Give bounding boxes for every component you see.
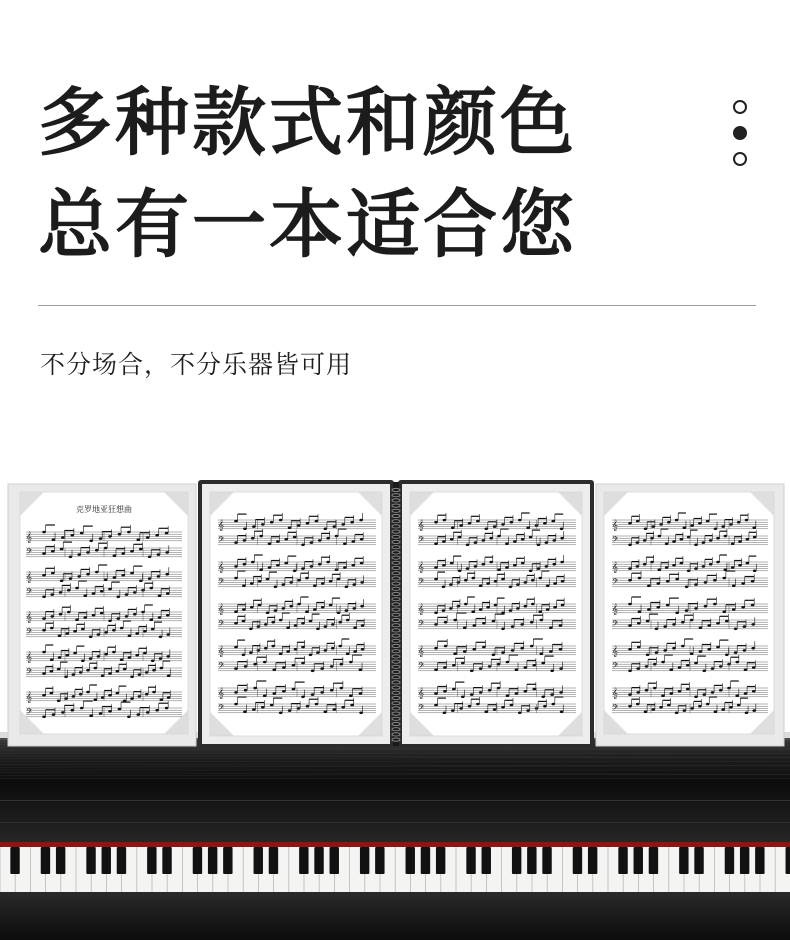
svg-text:𝄞: 𝄞 [418,646,424,657]
key-felt-strip [0,842,790,847]
svg-text:𝄢: 𝄢 [26,548,33,559]
svg-text:𝄞: 𝄞 [218,520,224,531]
svg-text:𝄢: 𝄢 [612,704,619,715]
svg-text:𝄢: 𝄢 [612,620,619,631]
piano-keyboard [0,847,790,892]
piano-fallboard [0,780,790,842]
svg-text:𝄞: 𝄞 [612,688,618,699]
product-photo [0,470,790,940]
svg-text:𝄞: 𝄞 [26,572,32,583]
svg-text:𝄞: 𝄞 [26,652,32,663]
headline-line-1: 多种款式和颜色 [38,80,577,166]
svg-text:𝄢: 𝄢 [26,588,33,599]
svg-text:𝄢: 𝄢 [612,578,619,589]
svg-text:𝄞: 𝄞 [26,692,32,703]
svg-text:𝄢: 𝄢 [418,662,425,673]
svg-text:𝄢: 𝄢 [218,578,225,589]
svg-text:𝄞: 𝄞 [418,562,424,573]
subtitle: 不分场合，不分乐器皆可用 [40,350,353,379]
music-folder [8,480,784,748]
svg-text:𝄞: 𝄞 [218,688,224,699]
svg-text:𝄢: 𝄢 [218,704,225,715]
svg-text:𝄞: 𝄞 [612,562,618,573]
svg-text:𝄢: 𝄢 [218,620,225,631]
pagination-dots [733,100,751,178]
pagination-dot-1[interactable] [733,100,747,114]
music-folder-on-piano-image [0,470,790,940]
svg-text:𝄞: 𝄞 [26,612,32,623]
svg-text:𝄢: 𝄢 [218,536,225,547]
svg-text:𝄞: 𝄞 [218,604,224,615]
svg-text:𝄢: 𝄢 [612,536,619,547]
svg-text:𝄢: 𝄢 [418,578,425,589]
pagination-dot-3[interactable] [733,152,747,166]
svg-text:𝄞: 𝄞 [418,688,424,699]
svg-text:𝄞: 𝄞 [612,520,618,531]
pagination-dot-2-active[interactable] [733,126,747,140]
svg-text:𝄢: 𝄢 [418,536,425,547]
svg-text:𝄞: 𝄞 [612,604,618,615]
svg-text:𝄢: 𝄢 [26,628,33,639]
spiral-binding [392,482,400,746]
svg-text:𝄢: 𝄢 [418,704,425,715]
svg-text:𝄢: 𝄢 [26,708,33,719]
headline-line-2: 总有一本适合您 [38,182,577,268]
svg-text:𝄞: 𝄞 [418,604,424,615]
svg-text:𝄞: 𝄞 [218,646,224,657]
svg-text:𝄢: 𝄢 [26,668,33,679]
svg-text:𝄞: 𝄞 [612,646,618,657]
score-title: 克罗地亚狂想曲 [76,505,132,514]
svg-text:𝄞: 𝄞 [418,520,424,531]
svg-text:𝄢: 𝄢 [612,662,619,673]
svg-text:𝄞: 𝄞 [26,532,32,543]
svg-text:𝄢: 𝄢 [418,620,425,631]
svg-text:𝄞: 𝄞 [218,562,224,573]
svg-text:𝄢: 𝄢 [218,662,225,673]
divider-line [38,305,756,306]
piano-key-slip [0,892,790,940]
